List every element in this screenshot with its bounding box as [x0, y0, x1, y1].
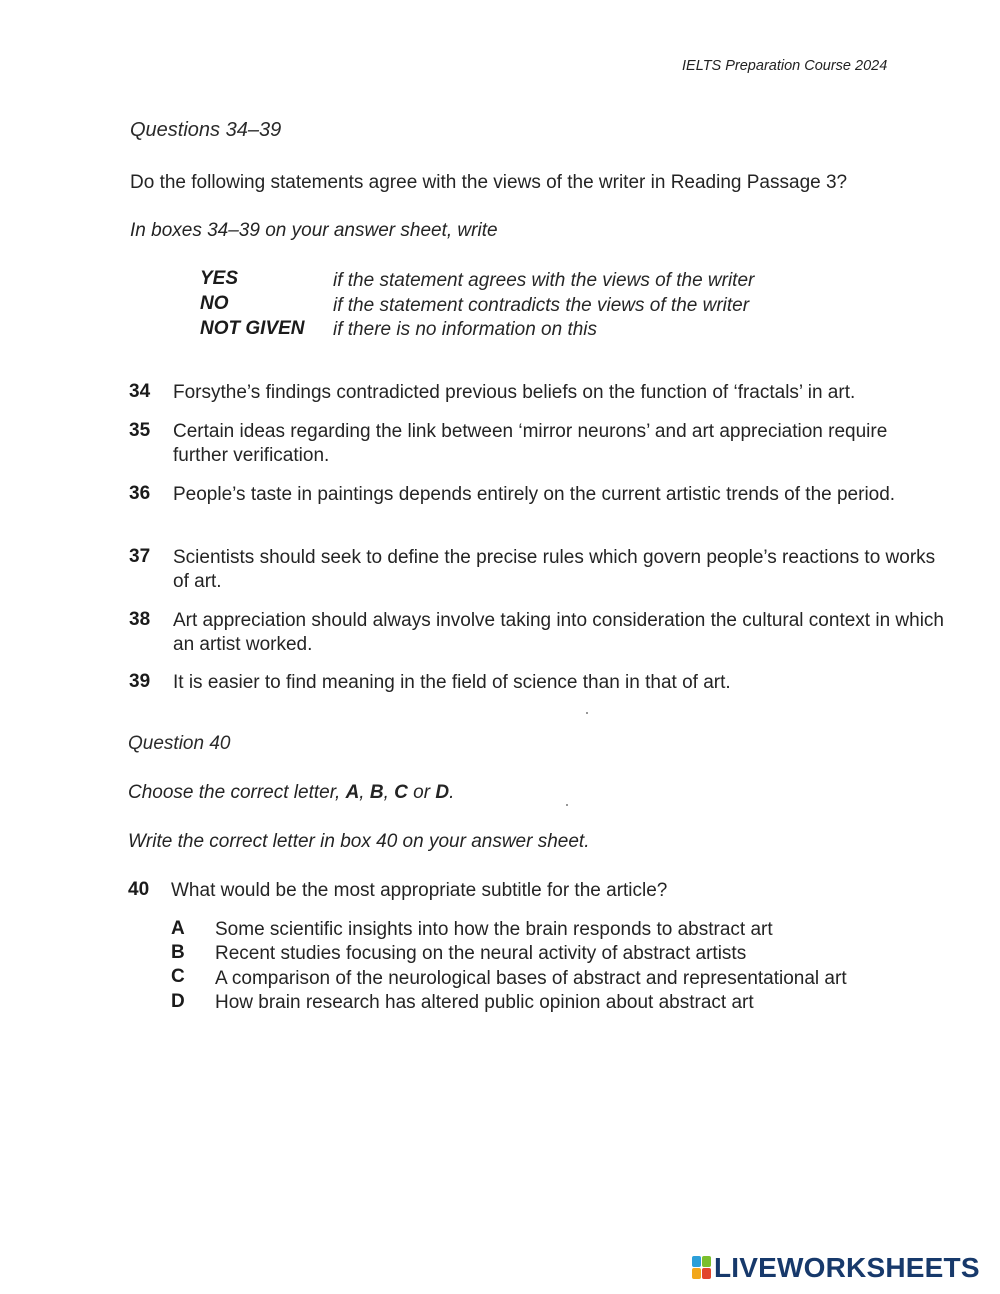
letter-b: B: [369, 782, 384, 803]
question-text: Forsythe’s findings contradicted previous beliefs on the function of ‘fractals’ in art.: [173, 382, 856, 403]
or-word: or: [407, 782, 436, 803]
option-letter: C: [171, 966, 185, 987]
course-header: IELTS Preparation Course 2024: [682, 58, 888, 74]
question-text: Art appreciation should always involve taking into consideration the cultural context in which an artist worked.: [173, 610, 944, 655]
question-number: 38: [129, 609, 151, 630]
question-text: It is easier to find meaning in the field of science than in that of art.: [173, 672, 731, 693]
option-letter: B: [171, 942, 185, 963]
option-letter: A: [171, 918, 185, 939]
separator: ,: [383, 782, 395, 803]
key-term-not-given: NOT GIVEN: [200, 318, 305, 339]
key-term-yes: YES: [200, 268, 239, 289]
section-heading-34-39: Questions 34–39: [130, 119, 282, 141]
key-desc-yes: if the statement agrees with the views of the writer: [333, 270, 755, 291]
letter-c: C: [394, 782, 408, 803]
section-heading-40: Question 40: [128, 733, 231, 754]
question-number: 39: [129, 671, 151, 692]
option-text: How brain research has altered public opinion about abstract art: [215, 992, 754, 1013]
write-instruction: Write the correct letter in box 40 on your answer sheet.: [128, 831, 590, 852]
option-letter: D: [171, 991, 185, 1012]
period: .: [449, 782, 455, 803]
option-text: A comparison of the neurological bases of abstract and representational art: [215, 968, 847, 989]
question-text: People’s taste in paintings depends entirely on the current artistic trends of the period.: [173, 484, 896, 505]
question-number: 37: [129, 546, 151, 567]
key-term-no: NO: [200, 293, 229, 314]
answer-instruction: In boxes 34–39 on your answer sheet, write: [130, 220, 498, 241]
scan-speck: [566, 804, 568, 806]
choose-prefix: Choose the correct letter,: [128, 782, 346, 803]
question-number: 40: [128, 879, 150, 900]
scan-speck: [586, 712, 588, 714]
question-number: 36: [129, 483, 151, 504]
question-text: Certain ideas regarding the link between ‘mirror neurons’ and art appreciation require further verification.: [173, 421, 888, 466]
choose-instruction: [128, 782, 454, 804]
key-desc-not-given: if there is no information on this: [333, 319, 598, 340]
liveworksheets-brand: LIVEWORKSHEETS: [714, 1252, 980, 1283]
key-desc-no: if the statement contradicts the views of the writer: [333, 295, 750, 316]
liveworksheets-logo: [692, 1253, 980, 1283]
question-text: What would be the most appropriate subtitle for the article?: [171, 880, 668, 901]
question-number: 34: [129, 381, 151, 402]
option-text: Recent studies focusing on the neural activity of abstract artists: [215, 943, 747, 964]
liveworksheets-logo-icon: [692, 1256, 712, 1280]
option-text: Some scientific insights into how the brain responds to abstract art: [215, 919, 773, 940]
question-number: 35: [129, 420, 151, 441]
separator: ,: [359, 782, 370, 803]
letter-a: A: [345, 782, 360, 803]
question-text: Scientists should seek to define the precise rules which govern people’s reactions to works of art.: [173, 547, 936, 592]
letter-d: D: [435, 782, 450, 803]
instruction-text: Do the following statements agree with the views of the writer in Reading Passage 3?: [130, 172, 848, 193]
